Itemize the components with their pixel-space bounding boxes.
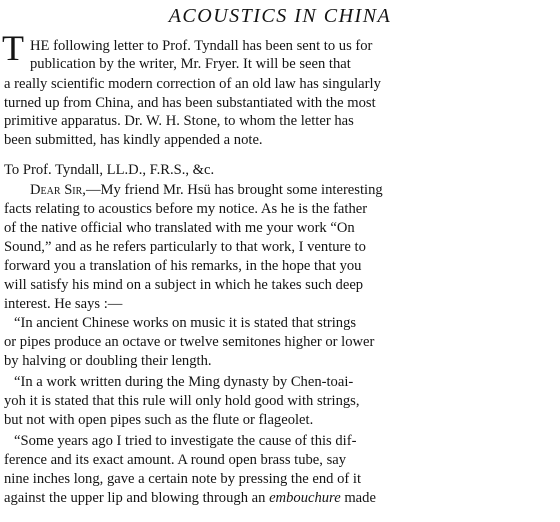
intro-line-4: turned up from China, and has been substantiated with the most	[4, 95, 376, 111]
letter-line-16: nine inches long, gave a certain note by pressing the end of it	[4, 471, 362, 487]
letter-line-10: by halving or doubling their length.	[4, 353, 212, 369]
letter-line-17-text: against the upper lip and blowing through an	[4, 490, 266, 506]
letter-line-9: or pipes produce an octave or twelve semitones higher or lower	[4, 334, 375, 350]
letter-line-1	[30, 181, 383, 199]
letter-line-4: Sound,” and as he refers particularly to that work, I venture to	[4, 239, 366, 255]
letter-line-6: will satisfy his mind on a subject in which he takes such deep	[4, 277, 364, 293]
letter-line-17	[4, 489, 376, 507]
article-title: ACOUSTICS IN CHINA	[168, 5, 392, 27]
letter-line-14: “Some years ago I tried to investigate the cause of this dif-	[14, 433, 357, 449]
letter-line-7: interest. He says :—	[4, 296, 123, 312]
letter-line-2: facts relating to acoustics before my notice. As he is the father	[4, 201, 368, 217]
letter-line-3: of the native official who translated with me your work “On	[4, 220, 355, 236]
intro-line-6: been submitted, has kindly appended a note.	[4, 132, 263, 148]
letter-line-12: yoh it is stated that this rule will only hold good with strings,	[4, 393, 360, 409]
salutation: To Prof. Tyndall, LL.D., F.R.S., &c.	[4, 162, 215, 178]
letter-line-13: but not with open pipes such as the flute or flageolet.	[4, 412, 314, 428]
letter-line-5: forward you a translation of his remarks, in the hope that you	[4, 258, 362, 274]
letter-line-17-tail: made	[340, 490, 376, 506]
letter-line-1-text: —My friend Mr. Hsü has brought some interesting	[85, 182, 383, 198]
letter-line-15: ference and its exact amount. A round open brass tube, say	[4, 452, 347, 468]
drop-cap: T	[2, 28, 24, 68]
intro-line-3: a really scientific modern correction of an old law has singularly	[4, 76, 381, 92]
embouchure-word: embouchure	[269, 490, 341, 506]
letter-line-11: “In a work written during the Ming dynasty by Chen-toai-	[14, 374, 354, 390]
letter-line-8: “In ancient Chinese works on music it is stated that strings	[14, 315, 357, 331]
intro-line-1: HE following letter to Prof. Tyndall has been sent to us for	[30, 38, 373, 54]
intro-line-2: publication by the writer, Mr. Fryer. It will be seen that	[30, 56, 351, 72]
dear-sir: Dear Sir,	[30, 182, 86, 198]
intro-line-5: primitive apparatus. Dr. W. H. Stone, to whom the letter has	[4, 113, 354, 129]
